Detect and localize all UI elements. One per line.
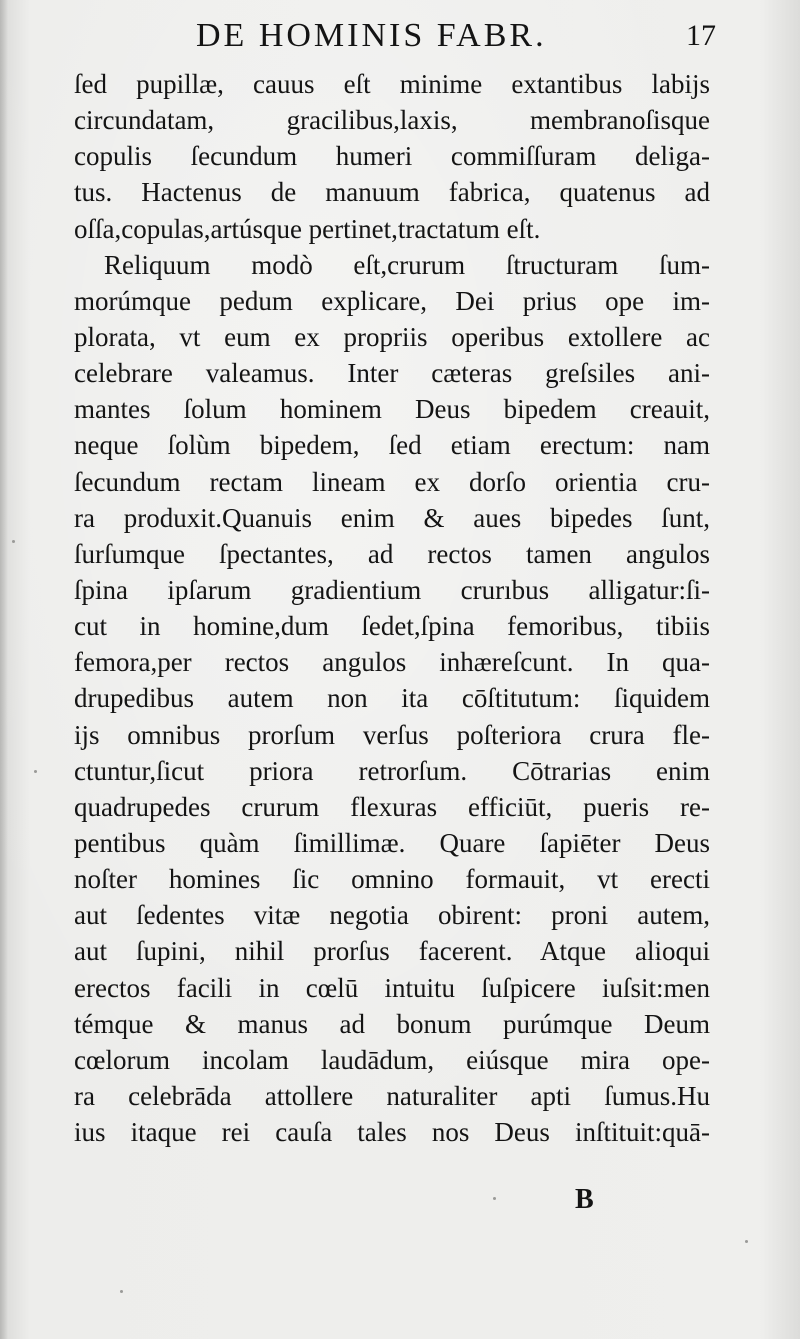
paper-speck	[120, 1290, 123, 1293]
text-line: plorata, vt eum ex propriis operibus extollere ac	[74, 321, 710, 352]
page-number: 17	[686, 19, 716, 52]
paper-speck	[493, 1197, 496, 1200]
text-line: pentibus quàm ſimillimæ. Quare ſapiēter Deus	[74, 827, 710, 858]
text-line: aut ſupini, nihil prorſus facerent. Atque alioqui	[74, 936, 710, 967]
signature-mark: B	[575, 1184, 594, 1215]
text-line: tus. Hactenus de manuum fabrica, quatenus ad	[74, 177, 710, 208]
text-line: ſed pupillæ, cauus eſt minime extantibus labijs	[74, 69, 710, 99]
paper-speck	[12, 540, 15, 543]
text-line: ſpina ipſarum gradientium crurıbus alligatur:ſi-	[74, 574, 710, 605]
text-line: ra produxit.Quanuis enim & aues bipedes ſunt,	[74, 502, 710, 533]
text-line: cœlorum incolam laudādum, eiúsque mira ope-	[74, 1044, 710, 1075]
text-line: oſſa,copulas,artúsque pertinet,tractatum eſt.	[74, 213, 541, 244]
text-line: femora,per rectos angulos inhæreſcunt. In qua-	[74, 647, 710, 678]
body-text	[74, 66, 710, 1150]
text-line: morúmque pedum explicare, Dei prius ope im-	[74, 285, 710, 316]
text-line: erectos facili in cœlū intuitu ſuſpicere iuſsit:men	[74, 972, 710, 1003]
text-line: noſter homines ſic omnino formauit, vt erecti	[74, 864, 710, 895]
text-line: ius itaque rei cauſa tales nos Deus inſtituit:quā-	[74, 1117, 710, 1148]
text-line: quadrupedes crurum flexuras efficiūt, pueris re-	[74, 791, 710, 822]
text-line: ctuntur,ſicut priora retrorſum. Cōtrarias enim	[74, 755, 710, 786]
text-line: drupedibus autem non ita cōſtitutum: ſiquidem	[74, 683, 710, 714]
text-line: copulis ſecundum humeri commiſſuram deliga-	[74, 141, 710, 172]
paper-speck	[745, 1240, 748, 1243]
gutter-shadow	[0, 0, 8, 1339]
text-line: celebrare valeamus. Inter cæteras greſsiles ani-	[74, 358, 710, 389]
running-head-title: DE HOMINIS FABR.	[196, 17, 547, 54]
text-line: ſecundum rectam lineam ex dorſo orientia cru-	[74, 466, 710, 497]
text-line: Reliquum modò eſt,crurum ſtructuram ſum-	[104, 249, 710, 280]
text-line: ijs omnibus prorſum verſus poſteriora crura fle-	[74, 719, 710, 750]
text-line: ra celebrāda attollere naturaliter apti ſumus.Hu	[74, 1080, 710, 1111]
running-head	[196, 14, 716, 58]
text-line: circundatam, gracilibus,laxis, membranoſisque	[74, 105, 710, 136]
text-line: mantes ſolum hominem Deus bipedem creauit,	[74, 394, 710, 425]
text-line: ſurſumque ſpectantes, ad rectos tamen angulos	[74, 538, 710, 569]
paper-speck	[34, 770, 37, 773]
text-line: témque & manus ad bonum purúmque Deum	[74, 1008, 710, 1039]
text-line: aut ſedentes vitæ negotia obirent: proni autem,	[74, 900, 710, 931]
text-line: cut in homine,dum ſedet,ſpina femoribus, tibiis	[74, 611, 710, 642]
text-line: neque ſolùm bipedem, ſed etiam erectum: nam	[74, 430, 710, 461]
